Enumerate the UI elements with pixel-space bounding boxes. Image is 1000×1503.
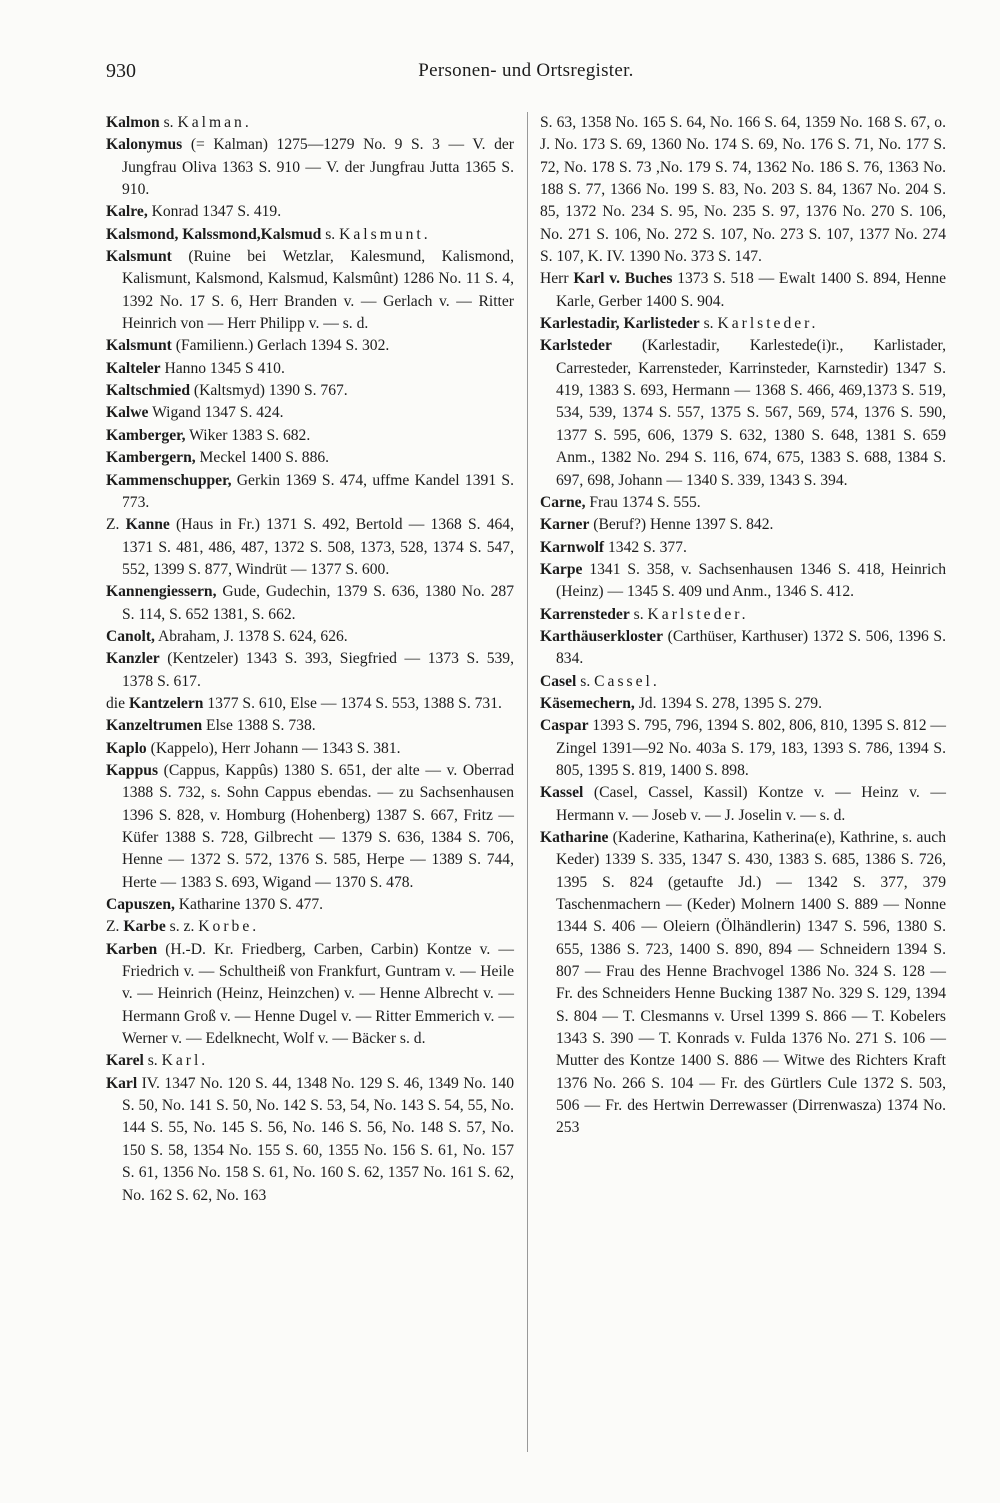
entry-headword: Karben: [106, 940, 158, 958]
index-entry: [106, 715, 514, 737]
index-entry: [106, 447, 514, 469]
entry-text: s.: [576, 672, 595, 690]
entry-text: s.: [159, 114, 178, 131]
index-entry: [540, 268, 946, 313]
entry-headword: Kaplo: [106, 739, 147, 757]
entry-text: S. 63, 1358 No. 165 S. 64, No. 166 S. 64, 1359 No. 168 S. 67, o. J. No. 173 S. 69, 1360 No. 174 S. 69, No. 176 S. 71, No. 177 S. 72, No. 178 S. 73 ,No. 179 S. 74, 1362 No. 186 S. 76, 1363 No. 188 S. 77, 1366 No. 199 S. 83, No. 203 S. 84, 1367 No. 204 S. 85, 1372 No. 234 S. 95, No. 235 S. 97, 1376 No. 270 S. 106, No. 271 S. 106, No. 272 S. 107, No. 273 S. 107, 1377 No. 274 S. 107, K. IV. 1390 No. 373 S. 147.: [540, 114, 946, 266]
entry-headword: Kamberger,: [106, 426, 186, 444]
entry-headword: Karel: [106, 1052, 144, 1070]
entry-text: (Casel, Cassel, Kassil) Kontze v. — Heinz v. — Hermann v. — Joseb v. — J. Joselin v. — s. d.: [556, 784, 946, 824]
index-entry: [540, 715, 946, 782]
index-entry: [106, 425, 514, 447]
entry-text: 1377 S. 610, Else — 1374 S. 553, 1388 S. 731.: [203, 694, 502, 712]
entry-headword: Karlsteder: [540, 337, 612, 355]
entry-headword: Karl v. Buches: [573, 270, 673, 288]
entry-text: (= Kalman) 1275—1279 No. 9 S. 3 — V. der Jungfrau Oliva 1363 S. 910 — V. der Jungfrau Jutta 1365 S. 910.: [122, 136, 514, 199]
entry-headword: Katharine: [540, 829, 609, 846]
entry-text: Meckel 1400 S. 886.: [195, 449, 330, 467]
entry-headword: Carne,: [540, 493, 586, 511]
index-entry: [106, 402, 514, 424]
index-entry: [540, 693, 946, 715]
right-column: [540, 112, 946, 1140]
entry-text: Frau 1374 S. 555.: [585, 493, 701, 511]
entry-headword: Kalre,: [106, 203, 148, 221]
index-entry: [106, 112, 514, 134]
entry-cross-reference: Cassel.: [594, 672, 660, 690]
entry-text: (Carthüser, Karthuser) 1372 S. 506, 1396 S. 834.: [556, 627, 946, 668]
index-entry: [106, 1073, 514, 1207]
entry-text: Else 1388 S. 738.: [202, 717, 316, 735]
entry-headword: Kanne: [125, 516, 170, 534]
entry-headword: Karthäuserkloster: [540, 627, 663, 645]
entry-headword: Karpe: [540, 560, 583, 578]
entry-text: (Ruine bei Wetzlar, Kalesmund, Kalismond, Kalismunt, Kalsmond, Kalsmud, Kalsmûnt) 1286 No. 11 S. 4, 1392 No. 17 S. 6, Herr Branden v. — Gerlach v. — Ritter Heinrich von — Herr Philipp v. — s. d.: [122, 248, 514, 333]
index-entry-continued: [540, 112, 946, 268]
index-entry: [540, 559, 946, 604]
entry-headword: Kalsmunt: [106, 337, 172, 355]
entry-text: Hanno 1345 S 410.: [160, 359, 285, 377]
index-entry: [106, 335, 514, 357]
entry-headword: Kalteler: [106, 359, 161, 377]
index-entry: [540, 604, 946, 626]
left-column: [106, 112, 514, 1207]
index-entry: [106, 201, 514, 223]
entry-text: 1393 S. 795, 796, 1394 S. 802, 806, 810, 1395 S. 812 — Zingel 1391—92 No. 403a S. 179, 183, 1393 S. 786, 1394 S. 805, 1395 S. 819, 1400 S. 898.: [556, 717, 946, 779]
index-entry: [106, 470, 514, 515]
index-entry: [540, 514, 946, 536]
page-number: 930: [106, 60, 136, 82]
entry-text: Katharine 1370 S. 477.: [174, 896, 324, 914]
index-entry: [540, 626, 946, 671]
index-entry: [106, 246, 514, 335]
index-entry: [540, 782, 946, 827]
entry-headword: Karnwolf: [540, 538, 605, 556]
entry-text: 1342 S. 377.: [604, 538, 687, 556]
index-entry: [106, 1050, 514, 1072]
page-header: [106, 60, 946, 88]
entry-text: 1341 S. 358, v. Sachsenhausen 1346 S. 418, Heinrich (Heinz) — 1345 S. 409 und Anm., 1346 S. 412.: [556, 560, 946, 601]
entry-cross-reference: Korbe.: [198, 918, 260, 936]
index-entry: [106, 760, 514, 894]
entry-text: Abraham, J. 1378 S. 624, 626.: [154, 627, 348, 645]
entry-headword: Kalonymus: [106, 136, 183, 154]
entry-text: (Kappelo), Herr Johann — 1343 S. 381.: [146, 739, 401, 757]
entry-cross-reference: Karl.: [161, 1052, 209, 1070]
index-entry: [106, 916, 514, 938]
entry-headword: Kanzler: [106, 650, 160, 668]
index-entry: [106, 514, 514, 581]
entry-text: Konrad 1347 S. 419.: [147, 203, 282, 221]
entry-headword: Käsemechern,: [540, 694, 635, 712]
entry-headword: Karbe: [123, 918, 166, 936]
entry-text: IV. 1347 No. 120 S. 44, 1348 No. 129 S. 46, 1349 No. 140 S. 50, No. 141 S. 50, No. 142 S. 53, 54, No. 143 S. 54, 55, No. 144 S. 55, No. 145 S. 56, No. 146 S. 56, No. 148 S. 57, No. 150 S. 58, 1354 No. 155 S. 60, 1355 No. 156 S. 61, No. 157 S. 61, 1356 No. 158 S. 61, No. 160 S. 62, 1357 No. 161 S. 62, No. 162 S. 62, No. 163: [122, 1074, 514, 1204]
entry-headword: Kappus: [106, 761, 159, 779]
entry-text: Gerkin 1369 S. 474, uffme Kandel 1391 S. 773.: [122, 471, 514, 511]
entry-text: Jd. 1394 S. 278, 1395 S. 279.: [634, 694, 822, 712]
index-entry: [106, 693, 514, 715]
index-entry: [106, 626, 514, 648]
entry-text: s.: [321, 225, 340, 243]
index-entry: [106, 939, 514, 1051]
entry-text: (Kaderine, Katharina, Katherina(e), Kathrine, s. auch Keder) 1339 S. 335, 1347 S. 430, 1383 S. 685, 1386 S. 726, 1395 S. 824 (getaufte Jd.) — 1342 S. 377, 379 Taschenmachern — (Keder) Molnern 1400 S. 889 — Nonne 1344 S. 406 — Oleiern (Ölhändlerin) 1347 S. 596, 1380 S. 655, 1386 S. 723, 1400 S. 890, 894 — Schneidern 1394 S. 807 — Frau des Henne Brachvogel 1386 No. 324 S. 128 — Fr. des Schneiders Henne Bucking 1387 No. 329 S. 129, 1394 S. 804 — T. Clesmanns v. Ursel 1399 S. 866 — T. Kobelers 1343 S. 390 — T. Konrads v. Fulda 1376 No. 271 S. 106 — Mutter des Kontze 1400 S. 886 — Witwe des Richters Kraft 1376 No. 266 S. 104 — Fr. des Gürtlers Cule 1372 S. 503, 506 — Fr. des Hertwin Derrewasser (Dirrenwasza) 1374 No. 253: [556, 829, 946, 1137]
index-entry: [106, 380, 514, 402]
entry-prefix: Z.: [106, 516, 126, 534]
entry-headword: Kambergern,: [106, 449, 196, 467]
index-entry: [106, 358, 514, 380]
entry-headword: Kanzeltrumen: [106, 717, 203, 735]
entry-headword: Karrensteder: [540, 605, 630, 623]
entry-headword: Kalsmunt: [106, 248, 172, 266]
entry-cross-reference: Kalman.: [177, 114, 252, 131]
index-entry: [540, 537, 946, 559]
entry-headword: Karl: [106, 1074, 138, 1092]
entry-text: (Beruf?) Henne 1397 S. 842.: [589, 516, 774, 534]
entry-headword: Capuszen,: [106, 896, 175, 914]
entry-headword: Kalsmond, Kalssmond,Kalsmud: [106, 225, 322, 243]
index-entry: [540, 313, 946, 335]
running-title: Personen- und Ortsregister.: [418, 60, 634, 81]
index-entry: [540, 671, 946, 693]
entry-text: 1373 S. 518 — Ewalt 1400 S. 894, Henne Karle, Gerber 1400 S. 904.: [556, 270, 946, 310]
index-entry: [540, 492, 946, 514]
entry-text: (Kentzeler) 1343 S. 393, Siegfried — 1373 S. 539, 1378 S. 617.: [122, 650, 514, 690]
entry-text: s.: [629, 605, 648, 623]
entry-headword: Kalmon: [106, 114, 160, 131]
entry-headword: Kalwe: [106, 404, 149, 422]
index-entry: [106, 224, 514, 246]
entry-prefix: Z.: [106, 918, 124, 936]
index-entry: [106, 648, 514, 693]
entry-headword: Casel: [540, 672, 577, 690]
entry-text: Wiker 1383 S. 682.: [185, 426, 311, 444]
entry-headword: Kassel: [540, 784, 584, 802]
entry-headword: Karlestadir, Karlisteder: [540, 315, 700, 333]
entry-text: (H.-D. Kr. Friedberg, Carben, Carbin) Kontze v. — Friedrich v. — Schultheiß von Frankfurt, Guntram v. — Heile v. — Heinrich (Heinz, Heinzchen) v. — Henne Albrecht v. — Hermann Groß v. — Henne Dugel v. — Ritter Emmerich v. — Werner v. — Edelknecht, Wolf v. — Bäcker s. d.: [122, 940, 514, 1048]
entry-text: (Cappus, Kappûs) 1380 S. 651, der alte — v. Oberrad 1388 S. 732, s. Sohn Cappus ebendas. — zu Sachsenhausen 1396 S. 828, v. Homburg (Hohenberg) 1387 S. 667, Fritz — Küfer 1388 S. 728, Gilbrecht — 1379 S. 636, 1384 S. 706, Henne — 1372 S. 572, 1376 S. 585, Herpe — 1389 S. 744, Herte — 1383 S. 693, Wigand — 1370 S. 478.: [122, 761, 514, 891]
index-entry: [540, 335, 946, 491]
entry-headword: Karner: [540, 516, 590, 534]
entry-prefix: Herr: [540, 270, 574, 288]
entry-text: s.: [143, 1052, 162, 1070]
index-entry: [106, 894, 514, 916]
entry-prefix: die: [106, 694, 129, 712]
index-entry: [106, 581, 514, 626]
entry-text: s.: [699, 315, 718, 333]
index-entry: [106, 134, 514, 201]
entry-headword: Kammenschupper,: [106, 471, 232, 489]
entry-text: (Karlestadir, Karlestede(i)r., Karlistader, Carresteder, Karrensteder, Karrinsteder, Karnstedir) 1347 S. 419, 1383 S. 693, Hermann — 1368 S. 466, 469,1373 S. 519, 534, 539, 1374 S. 557, 1375 S. 567, 569, 574, 1376 S. 590, 1377 S. 595, 606, 1379 S. 632, 1380 S. 648, 1381 S. 659 Anm., 1382 No. 294 S. 116, 674, 675, 1383 S. 688, 1384 S. 697, 698, Johann — 1340 S. 339, 1343 S. 394.: [556, 337, 946, 489]
entry-cross-reference: Kalsmunt.: [339, 225, 431, 243]
entry-text: s. z.: [165, 918, 199, 936]
entry-headword: Kaltschmied: [106, 382, 191, 400]
entry-text: (Familienn.) Gerlach 1394 S. 302.: [171, 337, 390, 355]
entry-text: (Haus in Fr.) 1371 S. 492, Bertold — 1368 S. 464, 1371 S. 481, 486, 487, 1372 S. 508, 1373, 528, 1374 S. 547, 552, 1399 S. 877, Windrüt — 1377 S. 600.: [122, 516, 515, 578]
entry-text: (Kaltsmyd) 1390 S. 767.: [190, 382, 348, 400]
entry-headword: Canolt,: [106, 627, 155, 645]
entry-headword: Caspar: [540, 717, 589, 735]
entry-cross-reference: Karlsteder.: [647, 605, 749, 623]
entry-cross-reference: Karlsteder.: [717, 315, 819, 333]
entry-text: Wigand 1347 S. 424.: [148, 404, 284, 422]
index-entry: [106, 738, 514, 760]
entry-headword: Kantzelern: [128, 694, 204, 712]
column-divider: [527, 112, 528, 1452]
index-entry: [540, 827, 946, 1140]
entry-headword: Kannengiessern,: [106, 583, 217, 601]
entry-text: Gude, Gudechin, 1379 S. 636, 1380 No. 287 S. 114, S. 652 1381, S. 662.: [122, 583, 514, 623]
